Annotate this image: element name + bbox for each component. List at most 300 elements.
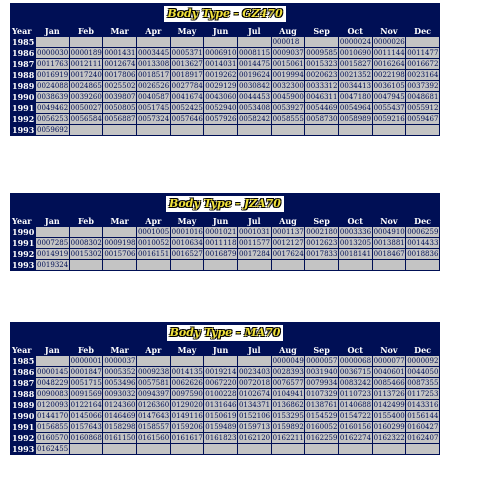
serial-cell: 0162455 — [37, 445, 69, 453]
serial-cell: 0032300 — [272, 82, 304, 90]
table-row — [11, 81, 439, 91]
serial-cell: 0160868 — [70, 434, 102, 442]
column-header-month: May — [171, 25, 204, 36]
header-row — [11, 215, 439, 226]
serial-cell: 0028393 — [272, 368, 304, 376]
serial-cell: 0161560 — [137, 434, 170, 442]
table-row — [11, 389, 439, 399]
serial-cell: 0040601 — [373, 368, 405, 376]
serial-cell: 0015323 — [306, 60, 338, 68]
serial-cell: 0000077 — [373, 357, 405, 365]
serial-cell: 0147643 — [137, 412, 170, 420]
serial-cell: 0079934 — [306, 379, 338, 387]
serial-cell — [103, 125, 136, 135]
serial-cell: 0017806 — [104, 71, 136, 79]
column-header-year: Year — [11, 215, 35, 226]
serial-cell — [103, 37, 136, 47]
column-header-month: Jul — [238, 344, 271, 355]
serial-cell: 0090083 — [37, 390, 69, 398]
serial-cell: 0160299 — [373, 423, 405, 431]
table-row — [11, 400, 439, 410]
serial-cell: 0019214 — [205, 368, 237, 376]
serial-cell: 0018517 — [137, 71, 170, 79]
serial-cell — [103, 227, 136, 237]
serial-cell: 0059216 — [373, 115, 405, 123]
serial-cell: 0000037 — [104, 357, 136, 365]
serial-cell: 0006910 — [205, 49, 237, 57]
serial-cell: 0156855 — [37, 423, 69, 431]
column-header-month: Oct — [339, 25, 372, 36]
serial-cell: 0026526 — [137, 82, 170, 90]
column-header-month: Aug — [272, 25, 305, 36]
serial-cell — [103, 444, 136, 454]
serial-cell: 0016919 — [37, 71, 69, 79]
serial-cell: 0053496 — [104, 379, 136, 387]
serial-cell: 0016264 — [373, 60, 405, 68]
table-row — [11, 48, 439, 58]
serial-cell: 0018141 — [339, 250, 372, 258]
serial-cell — [272, 260, 305, 270]
serial-cell — [406, 37, 439, 47]
serial-cell: 0023403 — [238, 368, 271, 376]
column-header-month: Oct — [339, 344, 372, 355]
serial-cell: 0025502 — [104, 82, 136, 90]
serial-cell — [339, 125, 372, 135]
serial-cell: 0011477 — [407, 49, 439, 57]
serial-cell: 0009198 — [104, 239, 136, 247]
production-table — [10, 3, 440, 136]
serial-cell: 0051745 — [137, 104, 170, 112]
serial-cell — [36, 227, 69, 237]
column-header-month: Sep — [305, 25, 338, 36]
column-header-month: Jan — [36, 25, 69, 36]
serial-cell: 0030842 — [238, 82, 271, 90]
ma70-table-block — [10, 322, 440, 455]
title-bar — [11, 4, 439, 24]
serial-cell: 0011118 — [205, 239, 237, 247]
serial-cell: 0158557 — [137, 423, 170, 431]
serial-cell: 0022198 — [373, 71, 405, 79]
serial-cell: 0031940 — [306, 368, 338, 376]
serial-cell: 0038639 — [37, 93, 69, 101]
serial-cell — [171, 356, 204, 366]
serial-cell: 0160052 — [306, 423, 338, 431]
serial-cell: 0124360 — [104, 401, 136, 409]
column-header-month: Jun — [204, 215, 237, 226]
serial-cell: 0019994 — [272, 71, 304, 79]
column-header-month: Oct — [339, 215, 372, 226]
serial-cell: 0126360 — [137, 401, 170, 409]
serial-cell: 0009037 — [272, 49, 304, 57]
column-header-month: Mar — [103, 215, 136, 226]
year-cell: 1992 — [12, 249, 35, 259]
serial-cell: 0113726 — [373, 390, 405, 398]
serial-cell: 0018467 — [373, 250, 405, 258]
serial-cell: 0018917 — [171, 71, 203, 79]
serial-cell: 0014135 — [171, 368, 203, 376]
serial-cell: 0043060 — [205, 93, 237, 101]
serial-cell: 0000145 — [37, 368, 69, 376]
serial-cell: 0015827 — [339, 60, 372, 68]
year-cell: 1990 — [12, 411, 35, 421]
serial-cell: 0142499 — [373, 401, 405, 409]
serial-cell: 0014919 — [37, 250, 69, 258]
serial-cell: 0140688 — [339, 401, 372, 409]
serial-cell: 0057926 — [205, 115, 237, 123]
serial-cell — [373, 444, 406, 454]
serial-cell — [204, 37, 237, 47]
serial-cell — [171, 125, 204, 135]
table-title: Body Type - MA70 — [167, 325, 284, 341]
table-row — [11, 92, 439, 102]
serial-cell: 0016672 — [407, 60, 439, 68]
serial-cell: 0002180 — [306, 228, 338, 236]
serial-cell: 0015061 — [272, 60, 304, 68]
serial-cell: 0159206 — [171, 423, 203, 431]
serial-cell: 0134371 — [238, 401, 271, 409]
serial-cell: 0000057 — [306, 357, 338, 365]
serial-cell: 0094397 — [137, 390, 170, 398]
serial-cell — [70, 125, 103, 135]
table-row — [11, 114, 439, 124]
table-row — [11, 37, 439, 47]
serial-cell: 0152106 — [238, 412, 271, 420]
serial-cell: 0048229 — [37, 379, 69, 387]
serial-cell: 0013205 — [339, 239, 372, 247]
serial-cell: 0000068 — [339, 357, 372, 365]
serial-cell: 0107329 — [306, 390, 338, 398]
serial-cell: 0003445 — [137, 49, 170, 57]
serial-cell: 0018836 — [407, 250, 439, 258]
year-cell: 1993 — [12, 444, 35, 454]
serial-cell: 0001021 — [205, 228, 237, 236]
serial-cell: 0120093 — [37, 401, 69, 409]
serial-cell: 0157643 — [70, 423, 102, 431]
serial-cell — [339, 260, 372, 270]
serial-cell: 0010634 — [171, 239, 203, 247]
serial-cell: 0053927 — [272, 104, 304, 112]
serial-cell: 0050027 — [70, 104, 102, 112]
serial-cell: 0055912 — [407, 104, 439, 112]
serial-cell: 0001005 — [137, 228, 170, 236]
serial-cell: 0016879 — [205, 250, 237, 258]
table-row — [11, 356, 439, 366]
year-cell: 1985 — [12, 356, 35, 366]
column-header-month: Dec — [406, 344, 439, 355]
serial-cell: 0156144 — [407, 412, 439, 420]
serial-cell — [373, 260, 406, 270]
serial-cell: 0019624 — [238, 71, 271, 79]
year-cell: 1991 — [12, 103, 35, 113]
column-header-month: Jul — [238, 215, 271, 226]
serial-cell: 0049462 — [37, 104, 69, 112]
serial-cell: 0013881 — [373, 239, 405, 247]
serial-cell: 0006259 — [407, 228, 439, 236]
serial-cell: 0019324 — [37, 261, 69, 269]
serial-cell — [70, 444, 103, 454]
serial-cell: 0037392 — [407, 82, 439, 90]
serial-cell: 0057324 — [137, 115, 170, 123]
serial-cell — [238, 37, 271, 47]
serial-cell: 0059692 — [37, 126, 69, 134]
serial-cell: 0017240 — [70, 71, 102, 79]
serial-cell: 0044050 — [407, 368, 439, 376]
serial-cell: 0076577 — [272, 379, 304, 387]
serial-cell: 0005371 — [171, 49, 203, 57]
serial-cell: 0024088 — [37, 82, 69, 90]
serial-cell — [137, 125, 170, 135]
column-header-year: Year — [11, 25, 35, 36]
serial-cell: 0062626 — [171, 379, 203, 387]
column-header-month: Dec — [406, 25, 439, 36]
serial-cell: 0100228 — [205, 390, 237, 398]
serial-cell: 0154529 — [306, 412, 338, 420]
serial-cell: 0000026 — [373, 38, 405, 46]
serial-cell — [339, 444, 372, 454]
serial-cell: 0016527 — [171, 250, 203, 258]
serial-cell: 0009238 — [137, 368, 170, 376]
year-cell: 1990 — [12, 227, 35, 237]
serial-cell — [36, 37, 69, 47]
table-title: Body Type - GZ470 — [164, 6, 285, 22]
serial-cell: 0012111 — [70, 60, 102, 68]
serial-cell: 0056253 — [37, 115, 69, 123]
serial-cell: 0014031 — [205, 60, 237, 68]
serial-cell: 0050805 — [104, 104, 136, 112]
column-header-month: Aug — [272, 344, 305, 355]
serial-cell: 0159892 — [272, 423, 304, 431]
table-row — [11, 125, 439, 135]
serial-cell: 0155400 — [373, 412, 405, 420]
column-header-month: Jun — [204, 25, 237, 36]
serial-cell: 0012623 — [306, 239, 338, 247]
serial-cell: 0158298 — [104, 423, 136, 431]
serial-cell: 0091569 — [70, 390, 102, 398]
column-header-month: Sep — [305, 215, 338, 226]
serial-cell: 0052425 — [171, 104, 203, 112]
serial-cell: 0058242 — [238, 115, 271, 123]
serial-cell: 0154722 — [339, 412, 372, 420]
table-row — [11, 411, 439, 421]
serial-cell — [171, 444, 204, 454]
serial-cell — [238, 356, 271, 366]
column-header-month: Nov — [373, 215, 406, 226]
serial-cell: 0058989 — [339, 115, 372, 123]
table-row — [11, 238, 439, 248]
serial-cell: 0033312 — [306, 82, 338, 90]
serial-cell: 0015706 — [104, 250, 136, 258]
serial-cell: 0001847 — [70, 368, 102, 376]
serial-cell — [171, 37, 204, 47]
serial-cell — [137, 260, 170, 270]
serial-cell: 0041674 — [171, 93, 203, 101]
serial-cell: 0159489 — [205, 423, 237, 431]
serial-cell: 0000049 — [272, 357, 304, 365]
column-header-month: Mar — [103, 344, 136, 355]
serial-cell: 0017833 — [306, 250, 338, 258]
year-cell: 1993 — [12, 125, 35, 135]
serial-cell: 0047180 — [339, 93, 372, 101]
serial-cell: 0000024 — [339, 38, 372, 46]
column-header-month: Mar — [103, 25, 136, 36]
header-row — [11, 25, 439, 36]
serial-cell — [272, 444, 305, 454]
serial-cell: 0039260 — [70, 93, 102, 101]
column-header-month: Jan — [36, 344, 69, 355]
serial-cell: 0013308 — [137, 60, 170, 68]
serial-cell: 0053408 — [238, 104, 271, 112]
serial-cell — [171, 260, 204, 270]
gz470-table-block — [10, 3, 440, 136]
column-header-month: Nov — [373, 344, 406, 355]
serial-cell: 0052940 — [205, 104, 237, 112]
serial-cell: 0057581 — [137, 379, 170, 387]
serial-cell: 0159713 — [238, 423, 271, 431]
serial-cell: 0072018 — [238, 379, 271, 387]
serial-cell: 0021352 — [339, 71, 372, 79]
year-cell: 1989 — [12, 81, 35, 91]
year-cell: 1992 — [12, 433, 35, 443]
serial-cell: 0150619 — [205, 412, 237, 420]
table-row — [11, 70, 439, 80]
serial-cell — [103, 260, 136, 270]
serial-cell: 0004910 — [373, 228, 405, 236]
serial-cell: 0161150 — [104, 434, 136, 442]
serial-cell: 0001137 — [272, 228, 304, 236]
serial-cell: 0162274 — [339, 434, 372, 442]
serial-cell: 0055437 — [373, 104, 405, 112]
serial-cell — [137, 37, 170, 47]
column-header-month: Apr — [137, 215, 170, 226]
serial-cell: 0085466 — [373, 379, 405, 387]
column-header-month: Apr — [137, 25, 170, 36]
serial-cell: 0067220 — [205, 379, 237, 387]
table-row — [11, 260, 439, 270]
serial-cell — [406, 444, 439, 454]
column-header-year: Year — [11, 344, 35, 355]
production-table — [10, 322, 440, 455]
column-header-month: Feb — [70, 25, 103, 36]
serial-cell: 0054469 — [306, 104, 338, 112]
serial-cell: 0144170 — [37, 412, 69, 420]
serial-cell: 0056887 — [104, 115, 136, 123]
serial-cell: 0153295 — [272, 412, 304, 420]
year-cell: 1992 — [12, 114, 35, 124]
table-row — [11, 59, 439, 69]
table-row — [11, 378, 439, 388]
serial-cell — [373, 125, 406, 135]
serial-cell — [238, 444, 271, 454]
production-table — [10, 193, 440, 271]
serial-cell: 0013627 — [171, 60, 203, 68]
serial-cell: 0015302 — [70, 250, 102, 258]
serial-cell: 0003336 — [339, 228, 372, 236]
table-row — [11, 433, 439, 443]
serial-cell — [406, 125, 439, 135]
serial-cell: 0000030 — [37, 49, 69, 57]
serial-cell — [204, 260, 237, 270]
serial-cell: 0023164 — [407, 71, 439, 79]
year-cell: 1991 — [12, 422, 35, 432]
serial-cell: 0162322 — [373, 434, 405, 442]
serial-cell: 0059467 — [407, 115, 439, 123]
serial-cell: 0131646 — [205, 401, 237, 409]
year-cell: 1991 — [12, 238, 35, 248]
serial-cell: 0146469 — [104, 412, 136, 420]
serial-cell: 0117253 — [407, 390, 439, 398]
serial-cell: 0138761 — [306, 401, 338, 409]
serial-cell: 0058730 — [306, 115, 338, 123]
serial-cell — [36, 356, 69, 366]
serial-cell: 0047945 — [373, 93, 405, 101]
table-row — [11, 227, 439, 237]
serial-cell — [305, 260, 338, 270]
serial-cell: 0048681 — [407, 93, 439, 101]
column-header-month: Nov — [373, 25, 406, 36]
serial-cell: 0058555 — [272, 115, 304, 123]
serial-cell — [137, 356, 170, 366]
serial-cell: 0110723 — [339, 390, 372, 398]
serial-cell: 0040587 — [137, 93, 170, 101]
column-header-month: May — [171, 215, 204, 226]
serial-cell: 0001016 — [171, 228, 203, 236]
serial-cell: 0012127 — [272, 239, 304, 247]
serial-cell: 0014433 — [407, 239, 439, 247]
serial-cell: 0017624 — [272, 250, 304, 258]
serial-cell: 0161823 — [205, 434, 237, 442]
serial-cell: 0000092 — [407, 357, 439, 365]
column-header-month: Feb — [70, 215, 103, 226]
year-cell: 1988 — [12, 70, 35, 80]
serial-cell: 0145066 — [70, 412, 102, 420]
serial-cell: 0045900 — [272, 93, 304, 101]
year-cell: 1986 — [12, 367, 35, 377]
serial-cell: 0160156 — [339, 423, 372, 431]
year-cell: 1989 — [12, 400, 35, 410]
header-row — [11, 344, 439, 355]
serial-cell: 0162259 — [306, 434, 338, 442]
serial-cell: 0027784 — [171, 82, 203, 90]
table-row — [11, 249, 439, 259]
serial-cell: 0000189 — [70, 49, 102, 57]
serial-cell: 0083242 — [339, 379, 372, 387]
serial-cell: 0005352 — [104, 368, 136, 376]
serial-cell: 0024865 — [70, 82, 102, 90]
serial-cell: 0104941 — [272, 390, 304, 398]
serial-cell: 0017284 — [238, 250, 271, 258]
serial-cell — [238, 260, 271, 270]
serial-cell — [204, 125, 237, 135]
serial-cell: 0001431 — [104, 49, 136, 57]
serial-cell — [305, 125, 338, 135]
serial-cell: 0001031 — [238, 228, 271, 236]
serial-cell — [406, 260, 439, 270]
title-bar — [11, 194, 439, 214]
serial-cell: 0093032 — [104, 390, 136, 398]
serial-cell: 0122164 — [70, 401, 102, 409]
column-header-month: Feb — [70, 344, 103, 355]
column-header-month: Dec — [406, 215, 439, 226]
serial-cell: 0034413 — [339, 82, 372, 90]
year-cell: 1990 — [12, 92, 35, 102]
serial-cell: 0057646 — [171, 115, 203, 123]
serial-cell: 0160570 — [37, 434, 69, 442]
column-header-month: Jul — [238, 25, 271, 36]
serial-cell: 000018 — [272, 37, 305, 47]
table-row — [11, 444, 439, 454]
serial-cell: 0011577 — [238, 239, 271, 247]
serial-cell: 0007285 — [37, 239, 69, 247]
